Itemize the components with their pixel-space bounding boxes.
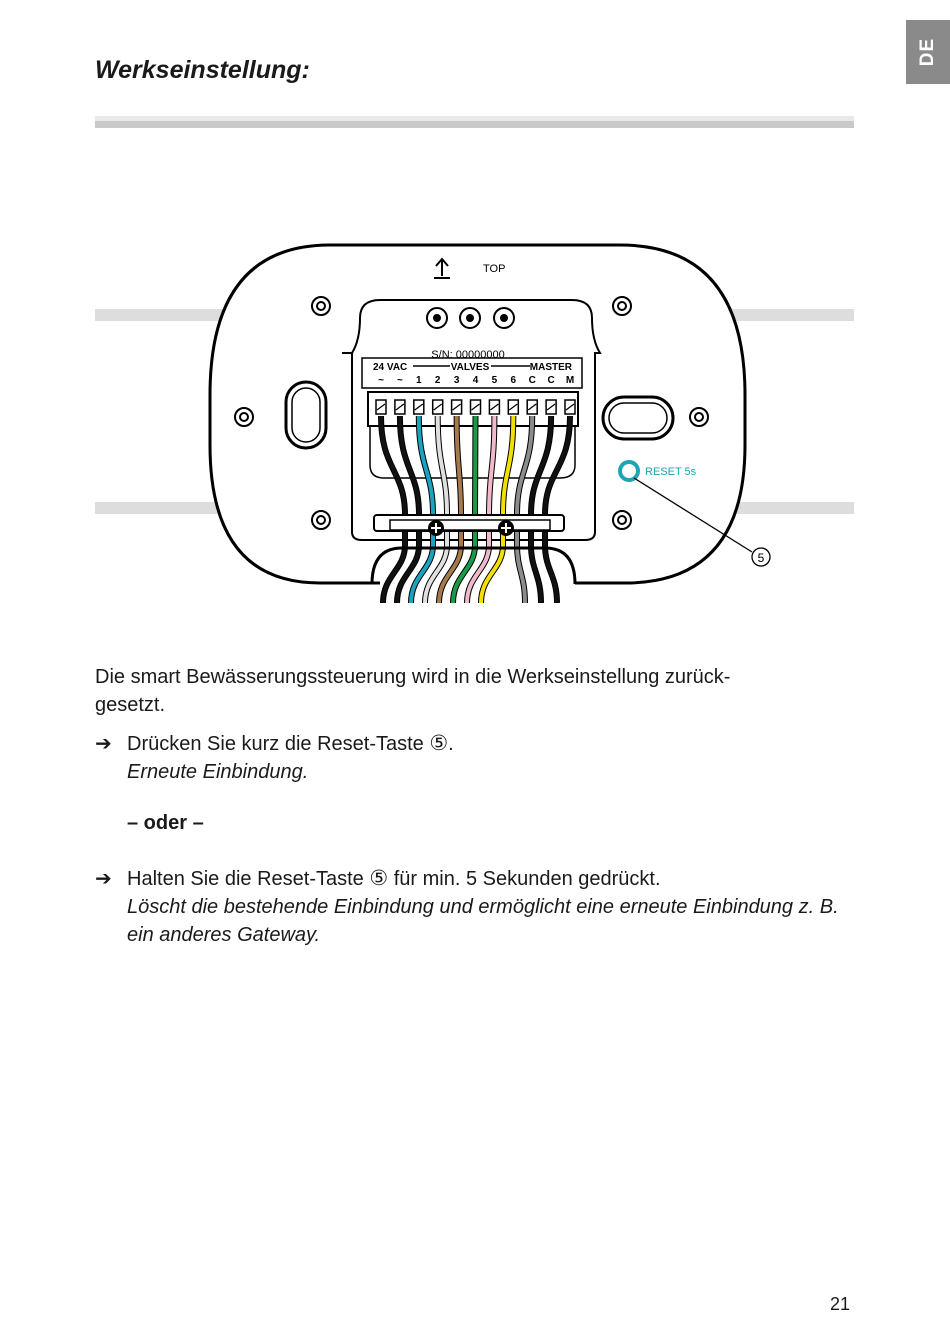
terminal-label: C [528, 375, 536, 386]
language-tab-label: DE [917, 37, 938, 67]
serial-number: S/N: 00000000 [431, 349, 505, 361]
step-1 [95, 730, 865, 790]
step-1-content [127, 730, 867, 786]
callout-number: 5 [757, 551, 765, 565]
reset-label: RESET 5s [645, 466, 697, 478]
terminal-label: 1 [416, 375, 422, 386]
arrow-icon: ➔ [95, 868, 112, 890]
clamp-screw-left-icon [428, 520, 444, 536]
step-2-instruction-suffix: für min. 5 Sekunden gedrückt. [388, 868, 661, 890]
callout-reference: ⑤ [429, 732, 449, 755]
section-heading: Werkseinstellung: [95, 56, 310, 84]
terminal-label: ~ [378, 375, 384, 386]
step-1-instruction-suffix: . [448, 733, 454, 755]
step-2-result: Löscht die bestehende Einbindung und ermöglicht eine erneute Einbindung z. B. ein anderes Gateway. [127, 896, 839, 946]
group-label-vac: 24 VAC [373, 362, 408, 373]
terminal-label: 5 [491, 375, 498, 386]
terminal-label: M [565, 375, 575, 386]
terminal-label: 6 [510, 375, 517, 386]
intro-text: Die smart Bewässerungssteuerung wird in die Werkseinstellung zurück-gesetzt. [95, 666, 731, 716]
terminal-label: 4 [472, 375, 479, 386]
step-1-result: Erneute Einbindung. [127, 761, 309, 783]
callout-reference: ⑤ [369, 867, 389, 890]
terminal-label: 3 [453, 375, 460, 386]
group-label-valves: VALVES [450, 362, 490, 373]
step-1-instruction-prefix: Drücken Sie kurz die Reset-Taste [127, 733, 430, 755]
group-label-master: MASTER [529, 362, 572, 373]
language-tab [906, 20, 950, 84]
terminal-label: C [547, 375, 555, 386]
cable-clamp-plate [390, 520, 550, 530]
terminal-label: 2 [434, 375, 441, 386]
step-2-instruction-prefix: Halten Sie die Reset-Taste [127, 868, 370, 890]
page-number: 21 [830, 1294, 851, 1314]
top-screws [427, 308, 514, 328]
step-2 [95, 865, 865, 955]
arrow-icon: ➔ [95, 733, 112, 755]
step-2-content [127, 865, 867, 949]
terminal-label: ~ [396, 375, 403, 386]
top-label: TOP [483, 263, 506, 275]
device-wiring-figure [0, 240, 950, 620]
or-separator: – oder – [127, 812, 204, 834]
clamp-screw-right-icon [498, 520, 514, 536]
heading-divider [95, 116, 854, 128]
